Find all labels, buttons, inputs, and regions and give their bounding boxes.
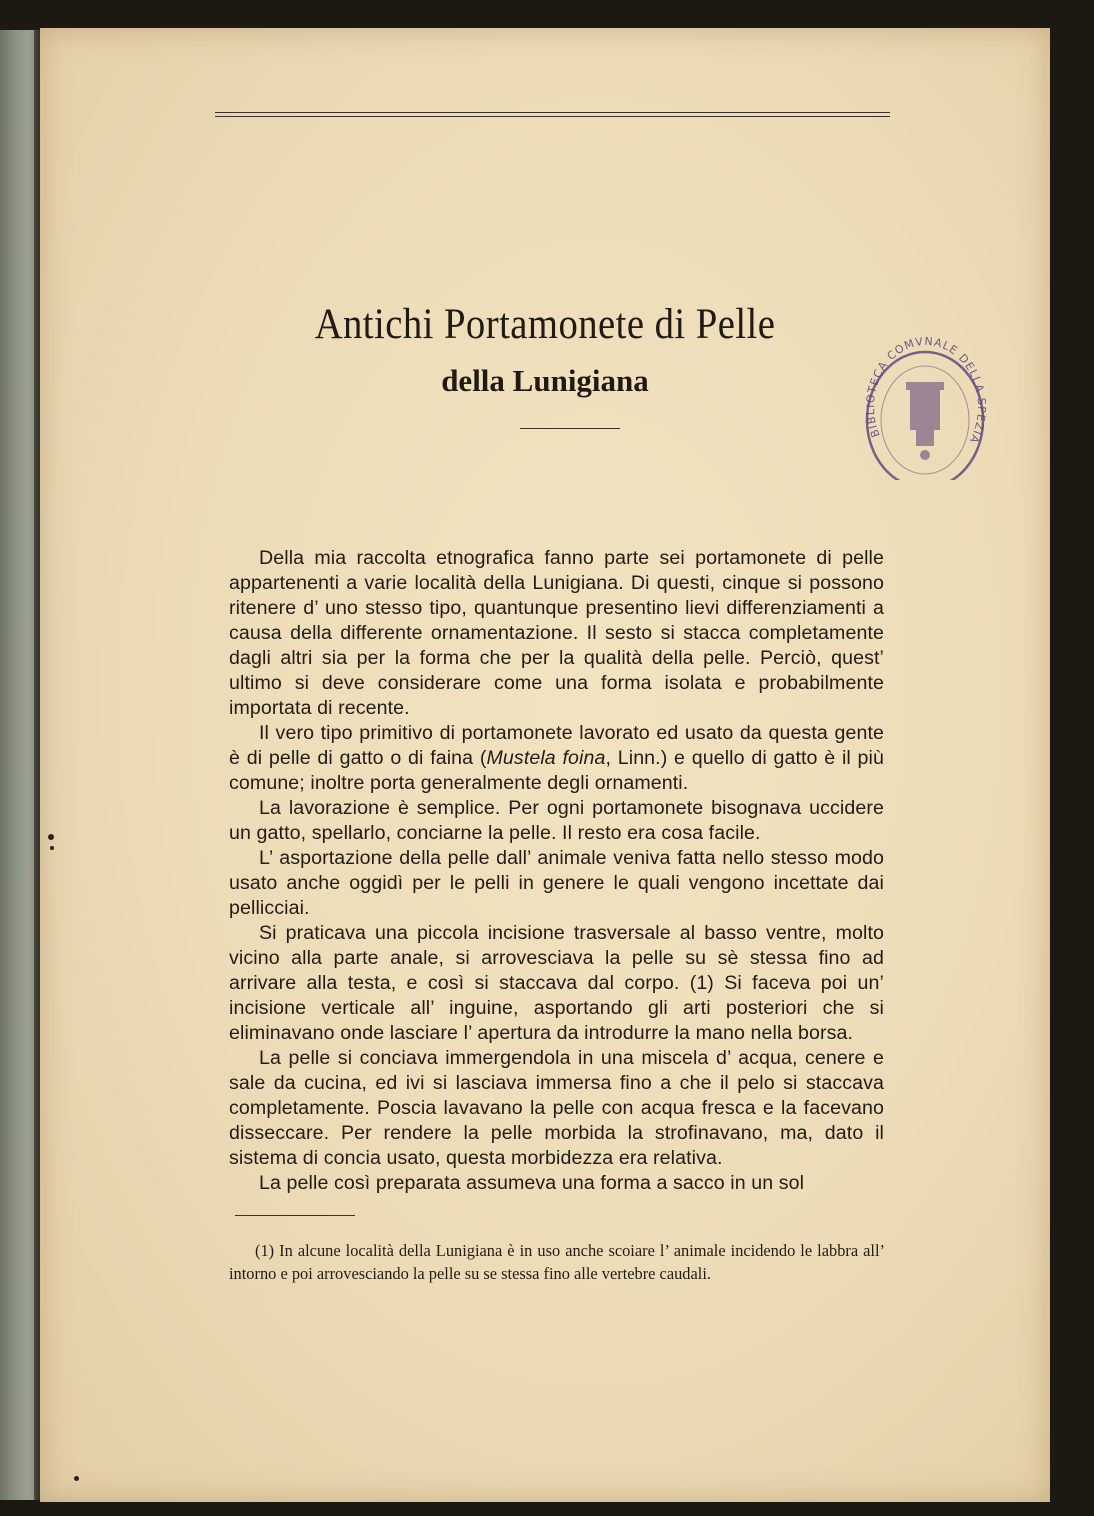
paper-speck (48, 834, 54, 840)
paper-speck (50, 846, 54, 850)
paragraph-4: L’ asportazione della pelle dall’ animale veniva fatta nello stesso modo usato anche oggidì per le pelli in genere le quali vengono incettate dai pellicciai. (229, 847, 884, 919)
footnote-text: (1) In alcune località della Lunigiana è in uso anche scoiare l’ animale incidendo le labbra all’ intorno e poi arrovesciando la pelle su se stessa fino alle vertebre caudali. (229, 1241, 885, 1283)
paragraph-5: Si praticava una piccola incisione trasversale al basso ventre, molto vicino alla parte anale, si arrovesciava la pelle su sè stessa fino ad arrivare alla testa, e così si staccava dal corpo. (1) Si faceva poi un’ incisione verticale all’ inguine, asportando gli arti posteriori che si eliminavano onde lasciare l’ apertura da introdurre la mano nella borsa. (229, 922, 884, 1044)
paragraph-2-start: Il vero tipo primitivo di portamonete lavorato ed usato da questa gente è di pelle di gatto o di faina ( (229, 722, 884, 769)
article-body (229, 546, 884, 1196)
stamp-text: BIBLIOTECA COMVNALE DELLA SPEZIA (863, 334, 989, 446)
article-title: Antichi Portamonete di Pelle (314, 301, 776, 348)
library-stamp-icon (860, 330, 990, 480)
paragraph-3: La lavorazione è semplice. Per ogni portamonete bisognava uccidere un gatto, spellarlo, conciarne la pelle. Il resto era cosa facile. (229, 797, 884, 844)
document-page (40, 28, 1050, 1502)
footnote-divider (235, 1215, 355, 1216)
paragraph-6: La pelle si conciava immergendola in una miscela d’ acqua, cenere e sale da cucina, ed ivi si lasciava immersa fino a che il pelo si staccava completamente. Poscia lavavano la pelle con acqua fresca e la facevano disseccare. Per rendere la pelle morbida la strofinavano, ma, dato il sistema di concia usato, questa morbidezza era relativa. (229, 1047, 884, 1169)
header-rule-top (215, 112, 890, 113)
article-subtitle: della Lunigiana (441, 363, 649, 398)
footnote (229, 1239, 885, 1285)
species-name: Mustela foina (486, 747, 606, 769)
title-divider (520, 428, 620, 429)
paragraph-7: La pelle così preparata assumeva una forma a sacco in un sol (259, 1172, 805, 1194)
paragraph-2-end: , Linn.) e quello di gatto è il più comune; inoltre porta generalmente degli ornamenti. (229, 747, 884, 794)
paper-speck (74, 1476, 79, 1481)
paragraph-1: Della mia raccolta etnografica fanno parte sei portamonete di pelle appartenenti a varie località della Lunigiana. Di questi, cinque si possono ritenere d’ uno stesso tipo, quantunque presentino lievi differenziamenti a causa della differente ornamentazione. Il sesto si stacca completamente dagli altri sia per la forma che per la qualità della pelle. Perciò, quest’ ultimo si deve considerare come una forma isolata e probabilmente importata di recente. (229, 547, 884, 719)
header-rule-bottom (215, 116, 890, 117)
paragraph-2 (229, 721, 884, 796)
